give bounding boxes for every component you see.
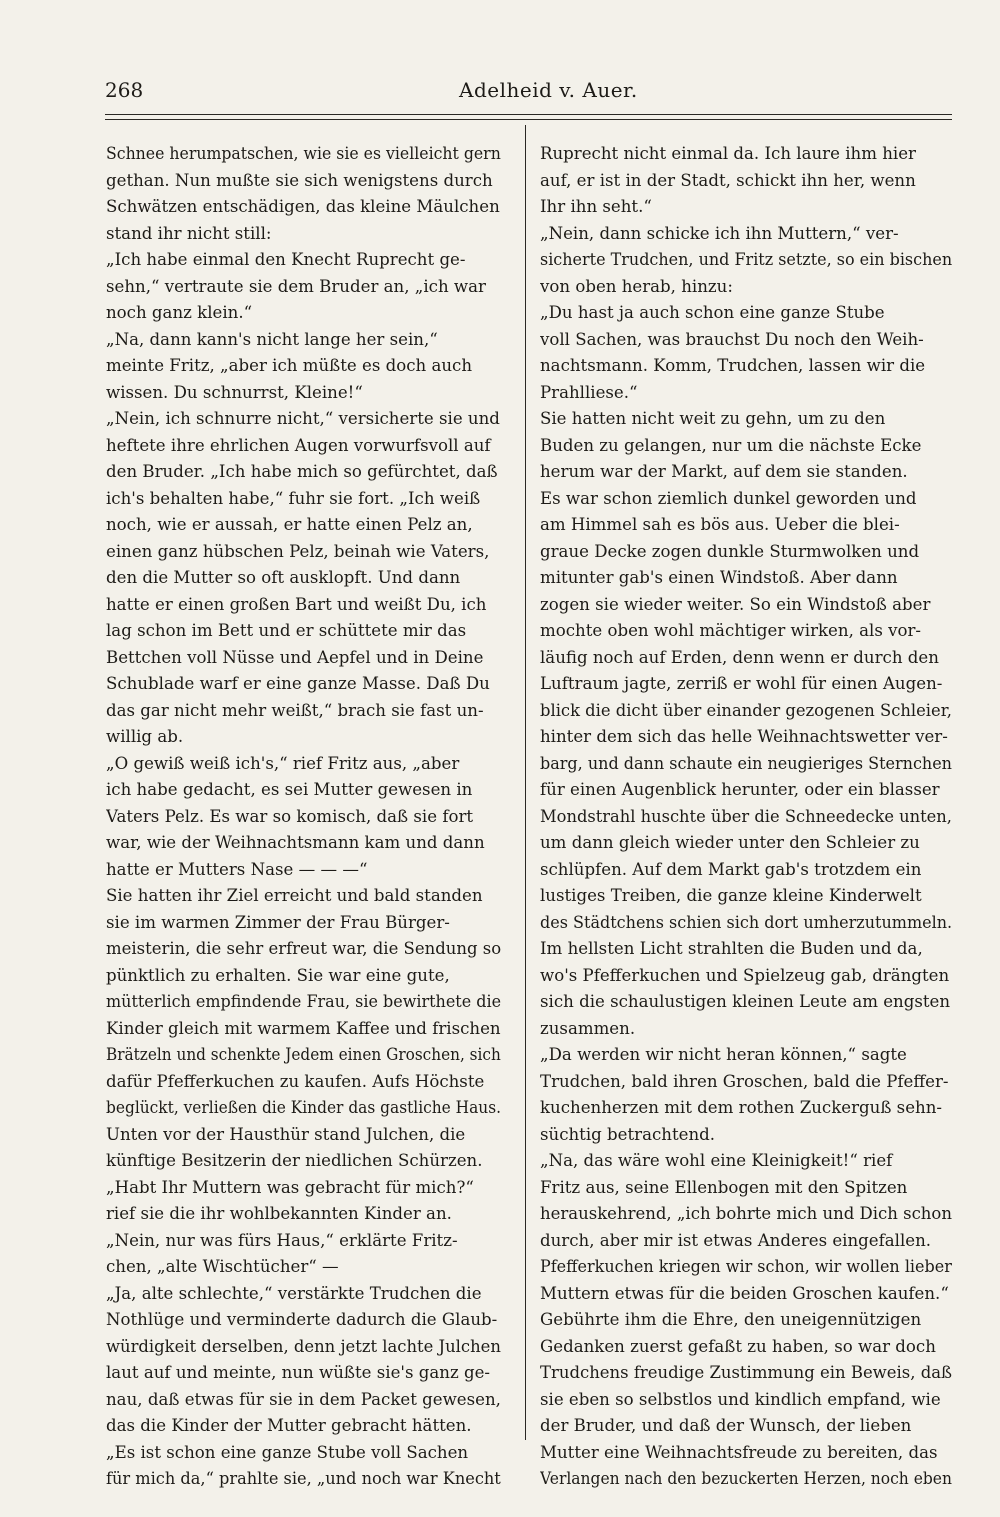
right-column-line: wo's Pfefferkuchen und Spielzeug gab, drängten [540,965,950,985]
right-column-line: voll Sachen, was brauchst Du noch den Weih- [540,329,924,349]
right-column-line: Trudchen, bald ihren Groschen, bald die Pfeffer- [540,1071,949,1091]
left-column-line: Bettchen voll Nüsse und Aepfel und in Deine [106,647,484,667]
left-column-line: stand ihr nicht still: [106,223,272,243]
left-column-line: den Bruder. „Ich habe mich so gefürchtet, daß [106,462,498,481]
left-column-line: Nothlüge und verminderte dadurch die Glaub- [106,1310,498,1329]
left-column-line: „Ich habe einmal den Knecht Ruprecht ge- [106,250,466,269]
right-column-line: graue Decke zogen dunkle Sturmwolken und [540,541,920,561]
left-column-line: würdigkeit derselben, denn jetzt lachte Julchen [106,1336,501,1356]
left-column-line: ich habe gedacht, es sei Mutter gewesen in [106,780,473,799]
right-column-line: sie eben so selbstlos und kindlich empfand, wie [540,1389,941,1409]
right-column-line: hinter dem sich das helle Weihnachtswetter ver- [540,727,948,746]
left-column-line: „O gewiß weiß ich's,“ rief Fritz aus, „aber [106,753,460,773]
page-number: 268 [105,78,144,102]
right-column-line: kuchenherzen mit dem rothen Zuckerguß sehn- [540,1098,942,1117]
left-column-line: beglückt, verließen die Kinder das gastliche Haus. [106,1098,501,1117]
left-column-line: „Nein, ich schnurre nicht,“ versicherte sie und [106,409,500,428]
left-column-line: wissen. Du schnurrst, Kleine!“ [106,382,363,402]
right-column-line: mochte oben wohl mächtiger wirken, als vor- [540,621,922,640]
right-column-line: Fritz aus, seine Ellenbogen mit den Spitzen [540,1177,908,1197]
right-column-line: nachtsmann. Komm, Trudchen, lassen wir die [540,356,926,375]
right-column-line: „Du hast ja auch schon eine ganze Stube [540,303,885,322]
left-column [106,141,501,1493]
left-column-line: den die Mutter so oft ausklopft. Und dann [106,568,461,587]
left-column-line: „Ja, alte schlechte,“ verstärkte Trudchen die [106,1283,482,1303]
right-column-line: Buden zu gelangen, nur um die nächste Ecke [540,435,922,455]
left-column-line: noch, wie er aussah, er hatte einen Pelz an, [106,515,473,534]
right-column-line: Im hellsten Licht strahlten die Buden und da, [540,939,923,958]
left-column-line: noch ganz klein.“ [106,303,253,322]
right-column-line: „Na, das wäre wohl eine Kleinigkeit!“ rief [540,1151,893,1170]
right-column-line: barg, und dann schaute ein neugieriges Sternchen [540,753,952,773]
right-column-line: Muttern etwas für die beiden Groschen kaufen.“ [540,1283,949,1303]
right-column-line: herum war der Markt, auf dem sie standen. [540,462,908,481]
left-column-line: „Nein, nur was fürs Haus,“ erklärte Fritz- [106,1230,458,1250]
left-column-line: ich's behalten habe,“ fuhr sie fort. „Ich weiß [106,488,481,508]
left-column-line: Schnee herumpatschen, wie sie es vielleicht gern [106,144,501,163]
right-column-line: „Da werden wir nicht heran können,“ sagte [540,1045,907,1064]
left-column-line: gethan. Nun mußte sie sich wenigstens durch [106,170,493,190]
right-column-line: um dann gleich wieder unter den Schleier zu [540,833,920,852]
right-column-line: zusammen. [540,1018,636,1038]
left-column-line: mütterlich empfindende Frau, sie bewirthete die [106,992,501,1011]
left-column-line: hatte er Mutters Nase — — —“ [106,859,368,879]
right-column-line: Gebührte ihm die Ehre, den uneigennützigen [540,1310,922,1329]
right-column-line: auf, er ist in der Stadt, schickt ihn her, wenn [540,170,916,190]
right-column-line: Ruprecht nicht einmal da. Ich laure ihm hier [540,144,916,163]
right-column-line: Ihr ihn seht.“ [540,197,652,216]
column-divider [525,125,526,1440]
left-column-line: meisterin, die sehr erfreut war, die Sendung so [106,939,501,958]
left-column-line: nau, daß etwas für sie in dem Packet gewesen, [106,1389,501,1409]
left-column-line: Schwätzen entschädigen, das kleine Mäulchen [106,197,500,216]
left-column-line: „Na, dann kann's nicht lange her sein,“ [106,329,438,349]
right-column-line: lustiges Treiben, die ganze kleine Kinderwelt [540,886,922,905]
right-column-line: mitunter gab's einen Windstoß. Aber dann [540,568,898,587]
left-column-line: willig ab. [106,727,184,746]
right-column-line: „Nein, dann schicke ich ihn Muttern,“ ver- [540,223,899,243]
left-column-line: Brätzeln und schenkte Jedem einen Groschen, sich [106,1045,501,1064]
right-column-line: für einen Augenblick herunter, oder ein blasser [540,780,940,799]
left-column-line: das gar nicht mehr weißt,“ brach sie fast un- [106,700,484,720]
header-rule-bottom [105,119,952,120]
right-column-line: herauskehrend, „ich bohrte mich und Dich schon [540,1204,952,1223]
left-column-line: hatte er einen großen Bart und weißt Du, ich [106,594,487,614]
left-column-line: einen ganz hübschen Pelz, beinah wie Vaters, [106,541,490,561]
left-column-line: rief sie die ihr wohlbekannten Kinder an. [106,1204,452,1223]
right-column-line: Sie hatten nicht weit zu gehn, um zu den [540,409,886,428]
right-column-line: sich die schaulustigen kleinen Leute am engsten [540,992,951,1011]
left-column-line: heftete ihre ehrlichen Augen vorwurfsvoll auf [106,435,491,455]
left-column-line: dafür Pfefferkuchen zu kaufen. Aufs Höchste [106,1071,485,1091]
left-column-line: sehn,“ vertraute sie dem Bruder an, „ich war [106,276,486,296]
right-column-line: blick die dicht über einander gezogenen Schleier, [540,700,952,720]
right-column-line: Mutter eine Weihnachtsfreude zu bereiten, das [540,1442,938,1462]
right-column-line: Luftraum jagte, zerriß er wohl für einen Augen- [540,674,943,693]
right-column-line: der Bruder, und daß der Wunsch, der lieben [540,1416,912,1435]
left-column-line: Schublade warf er eine ganze Masse. Daß Du [106,674,490,693]
running-head: Adelheid v. Auer. [459,78,638,102]
left-column-line: sie im warmen Zimmer der Frau Bürger- [106,912,450,932]
right-column-line: Verlangen nach den bezuckerten Herzen, noch eben [540,1469,952,1488]
header-rule-top [105,114,952,115]
right-column-line: des Städtchens schien sich dort umherzutummeln. [540,912,952,932]
left-column-line: Vaters Pelz. Es war so komisch, daß sie fort [106,806,474,826]
left-column-line: „Es ist schon eine ganze Stube voll Sachen [106,1442,469,1462]
left-column-line: pünktlich zu erhalten. Sie war eine gute, [106,965,450,985]
left-column-line: für mich da,“ prahlte sie, „und noch war Knecht [106,1469,501,1488]
right-column-line: Gedanken zuerst gefaßt zu haben, so war doch [540,1336,936,1356]
right-column-line: zogen sie wieder weiter. So ein Windstoß aber [540,594,931,614]
right-column-line: Mondstrahl huschte über die Schneedecke unten, [540,806,952,826]
right-column-line: Pfefferkuchen kriegen wir schon, wir wollen lieber [540,1257,952,1276]
left-column-line: das die Kinder der Mutter gebracht hätten. [106,1416,472,1435]
left-column-line: Kinder gleich mit warmem Kaffee und frischen [106,1018,501,1038]
right-column-line: von oben herab, hinzu: [540,276,733,296]
left-column-line: laut auf und meinte, nun wüßte sie's ganz ge- [106,1363,491,1382]
left-column-line: chen, „alte Wischtücher“ — [106,1257,339,1276]
right-column-line: durch, aber mir ist etwas Anderes eingefallen. [540,1230,932,1250]
right-column-line: sicherte Trudchen, und Fritz setzte, so ein bischen [540,250,952,269]
right-column-line: Prahlliese.“ [540,382,638,402]
right-column-line: süchtig betrachtend. [540,1124,716,1144]
right-column-line: Es war schon ziemlich dunkel geworden und [540,488,917,508]
left-column-line: war, wie der Weihnachtsmann kam und dann [106,833,485,852]
left-column-line: Unten vor der Hausthür stand Julchen, die [106,1124,466,1144]
left-column-line: künftige Besitzerin der niedlichen Schürzen. [106,1151,483,1170]
right-column [540,141,952,1493]
right-column-line: Trudchens freudige Zustimmung ein Beweis, daß [540,1363,952,1382]
left-column-line: meinte Fritz, „aber ich müßte es doch auch [106,356,473,375]
right-column-line: am Himmel sah es bös aus. Ueber die blei- [540,515,900,534]
right-column-line: läufig noch auf Erden, denn wenn er durch den [540,647,939,667]
left-column-line: lag schon im Bett und er schüttete mir das [106,621,467,640]
left-column-line: Sie hatten ihr Ziel erreicht und bald standen [106,886,483,905]
page-header [105,70,948,110]
right-column-line: schlüpfen. Auf dem Markt gab's trotzdem ein [540,859,922,879]
left-column-line: „Habt Ihr Muttern was gebracht für mich?“ [106,1177,474,1197]
